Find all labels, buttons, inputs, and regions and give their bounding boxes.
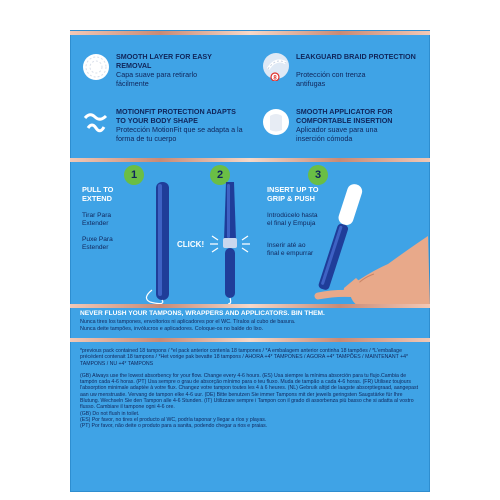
feature-subtitle: Capa suave para retirarlo fácilmente bbox=[116, 70, 198, 88]
copper-band-bottom bbox=[70, 338, 430, 342]
feature-title: SMOOTH LAYER FOR EASY REMOVAL bbox=[116, 52, 212, 70]
step-2-badge: 2 bbox=[210, 165, 230, 185]
feature-title: MOTIONFIT PROTECTION ADAPTS TO YOUR BODY SHAPE bbox=[116, 107, 236, 125]
soft-layer-icon bbox=[82, 53, 110, 81]
braid-icon bbox=[262, 53, 290, 81]
feature-title: LEAKGUARD BRAID PROTECTION bbox=[296, 52, 416, 61]
disposal-warning-pt: Nunca deite tampões, invólucros e aplicadores. Coloque-os no balde do lixo. bbox=[80, 326, 264, 332]
step-3-title: INSERT UP TO GRIP & PUSH bbox=[267, 185, 319, 203]
copper-band-lower bbox=[70, 304, 430, 308]
motionfit-icon bbox=[82, 108, 110, 136]
feature-subtitle: Aplicador suave para una inserción cómoda bbox=[296, 125, 378, 143]
feature-subtitle: Protección MotionFit que se adapta a la forma de tu cuerpo bbox=[116, 125, 243, 143]
legal-flush-es: (ES) Por favor, no tires el producto al WC, podría taponar y llegar a ríos y playas. bbox=[80, 416, 267, 423]
legal-text bbox=[80, 348, 420, 430]
step-1-badge: 1 bbox=[124, 165, 144, 185]
feature-motionfit bbox=[82, 108, 252, 156]
package-back bbox=[70, 30, 430, 492]
feature-title: SMOOTH APPLICATOR FOR COMFORTABLE INSERTION bbox=[296, 107, 393, 125]
feature-smooth-layer bbox=[82, 53, 252, 101]
step-3-text-es: Introdúcelo hasta el final y Empuja bbox=[267, 212, 318, 227]
step-1-text-pt: Puxe Para Estender bbox=[82, 236, 113, 251]
disposal-warning-title: NEVER FLUSH YOUR TAMPONS, WRAPPERS AND APPLICATORS. BIN THEM. bbox=[80, 310, 325, 317]
svg-text:8: 8 bbox=[273, 75, 277, 81]
copper-band-middle bbox=[70, 158, 430, 162]
legal-flush-pt: (PT) Por favor, não deite o produto para a sanita, podendo chegar a rios e praias. bbox=[80, 423, 268, 430]
step-2-click-label: CLICK! bbox=[177, 240, 205, 249]
feature-subtitle: Protección con trenza antifugas bbox=[296, 70, 366, 88]
applicator-icon bbox=[262, 108, 290, 136]
step-3-text-pt: Inserir até ao final e empurrar bbox=[267, 242, 314, 257]
step-3-badge: 3 bbox=[308, 165, 328, 185]
feature-applicator bbox=[262, 108, 430, 156]
step-1-text-es: Tirar Para Extender bbox=[82, 212, 112, 227]
step-1-title: PULL TO EXTEND bbox=[82, 185, 114, 203]
legal-absorbency-note: (GB) Always use the lowest absorbency for your flow. Change every 4-6 hours. (ES) Usa siempre la mínima absorción para tu flujo.Cambia de tampón cada 4-6 horas. (PT) Usa sempre o grau de absorção mínimo para o teu fluxo. Muda de tampão a cada 4-6 horas. (FR) Utilisez toujours l'absorption minimale adaptée à votre flux. Changez votre tampon toutes les 4 à 6 heures. (NL) Gebruik altijd de laagste absorptiegraad, aangepast aan uw menstruatie. Vervang de tampon elke 4-6 uur. (DE) Bitte benutzen Sie immer Tampons mit der jeweils geringsten Saugstärke für Ihre Blutung. Wechseln Sie den Tampon alle 4-6 Stunden. (IT) Utilizzare sempre i Tampon con il grado di assorbenza più basso che si adatta al vostro flusso. Cambiare il tampone ogni 4-6 ore. bbox=[80, 372, 419, 411]
step-2-tampon-illustration bbox=[208, 180, 268, 304]
legal-pack-note: *previous pack contained 18 tampons / *el pack anterior contenía 18 tampones / *A embalagem anterior continha 18 tampões / *L'emballage précédent contenait 18 tampons / *Het vorige pak bevatte 18 tampons / AHORA +4* TAMPONES / AGORA +4* TAMPÕES / MAINTENANT +4* TAMPONS / NU +4* TAMPONS bbox=[80, 348, 409, 367]
legal-flush-gb: (GB) Do not flush in toilet. bbox=[80, 410, 140, 417]
feature-leakguard bbox=[262, 53, 430, 101]
copper-band-top bbox=[70, 31, 430, 35]
disposal-warning-es: Nunca tires los tampones, envoltorios ni aplicadores por el WC. Tíralos al cubo de basura. bbox=[80, 319, 296, 325]
